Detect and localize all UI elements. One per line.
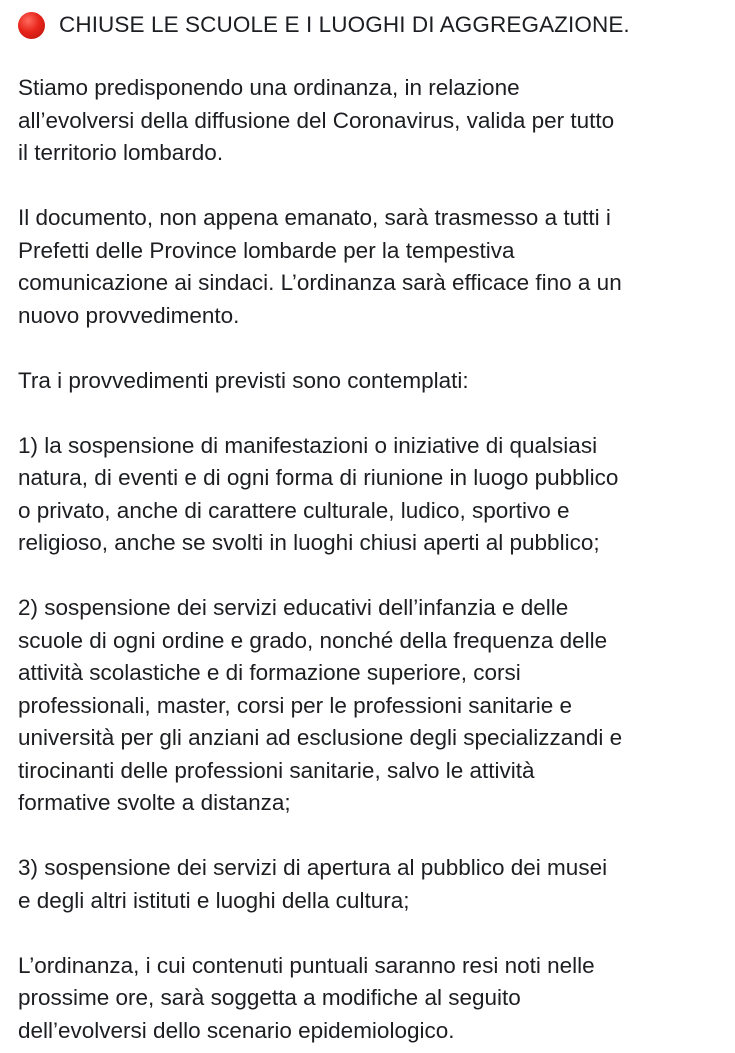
paragraph-provvedimenti-intro: Tra i provvedimenti previsti sono contemplati: [18,367,469,393]
post-body [18,8,723,1047]
post-title-row [18,8,723,42]
paragraph-conclusione: L’ordinanza, i cui contenuti puntuali saranno resi noti nelle prossime ore, sarà soggetta a modifiche al seguito dell’evolversi dello scenario epidemiologico. [18,952,595,1043]
post-title: CHIUSE LE SCUOLE E I LUOGHI DI AGGREGAZIONE. [59,12,630,37]
paragraph-ordinanza: Stiamo predisponendo una ordinanza, in relazione all’evolversi della diffusione del Coronavirus, valida per tutto il territorio lombardo. [18,75,615,165]
red-circle-icon [18,12,45,39]
list-item-3: 3) sospensione dei servizi di apertura al pubblico dei musei e degli altri istituti e luoghi della cultura; [18,855,608,913]
paragraph-documento: Il documento, non appena emanato, sarà trasmesso a tutti i Prefetti delle Province lombarde per la tempestiva comunicazione ai sindaci. L’ordinanza sarà efficace fino a un nuovo provvedimento. [18,205,622,328]
list-item-1: 1) la sospensione di manifestazioni o iniziative di qualsiasi natura, di eventi e di ogni forma di riunione in luogo pubblico o privato, anche di carattere culturale, ludico, sportivo e religioso, anche se svolti in luoghi chiusi aperti al pubblico; [18,432,619,555]
list-item-2: 2) sospensione dei servizi educativi dell’infanzia e delle scuole di ogni ordine e grado, nonché della frequenza delle attività scolastiche e di formazione superiore, corsi professionali, master, corsi per le professioni sanitarie e università per gli anziani ad esclusione degli specializzandi e tirocinanti delle professioni sanitarie, salvo le attività formative svolte a distanza; [18,595,623,815]
